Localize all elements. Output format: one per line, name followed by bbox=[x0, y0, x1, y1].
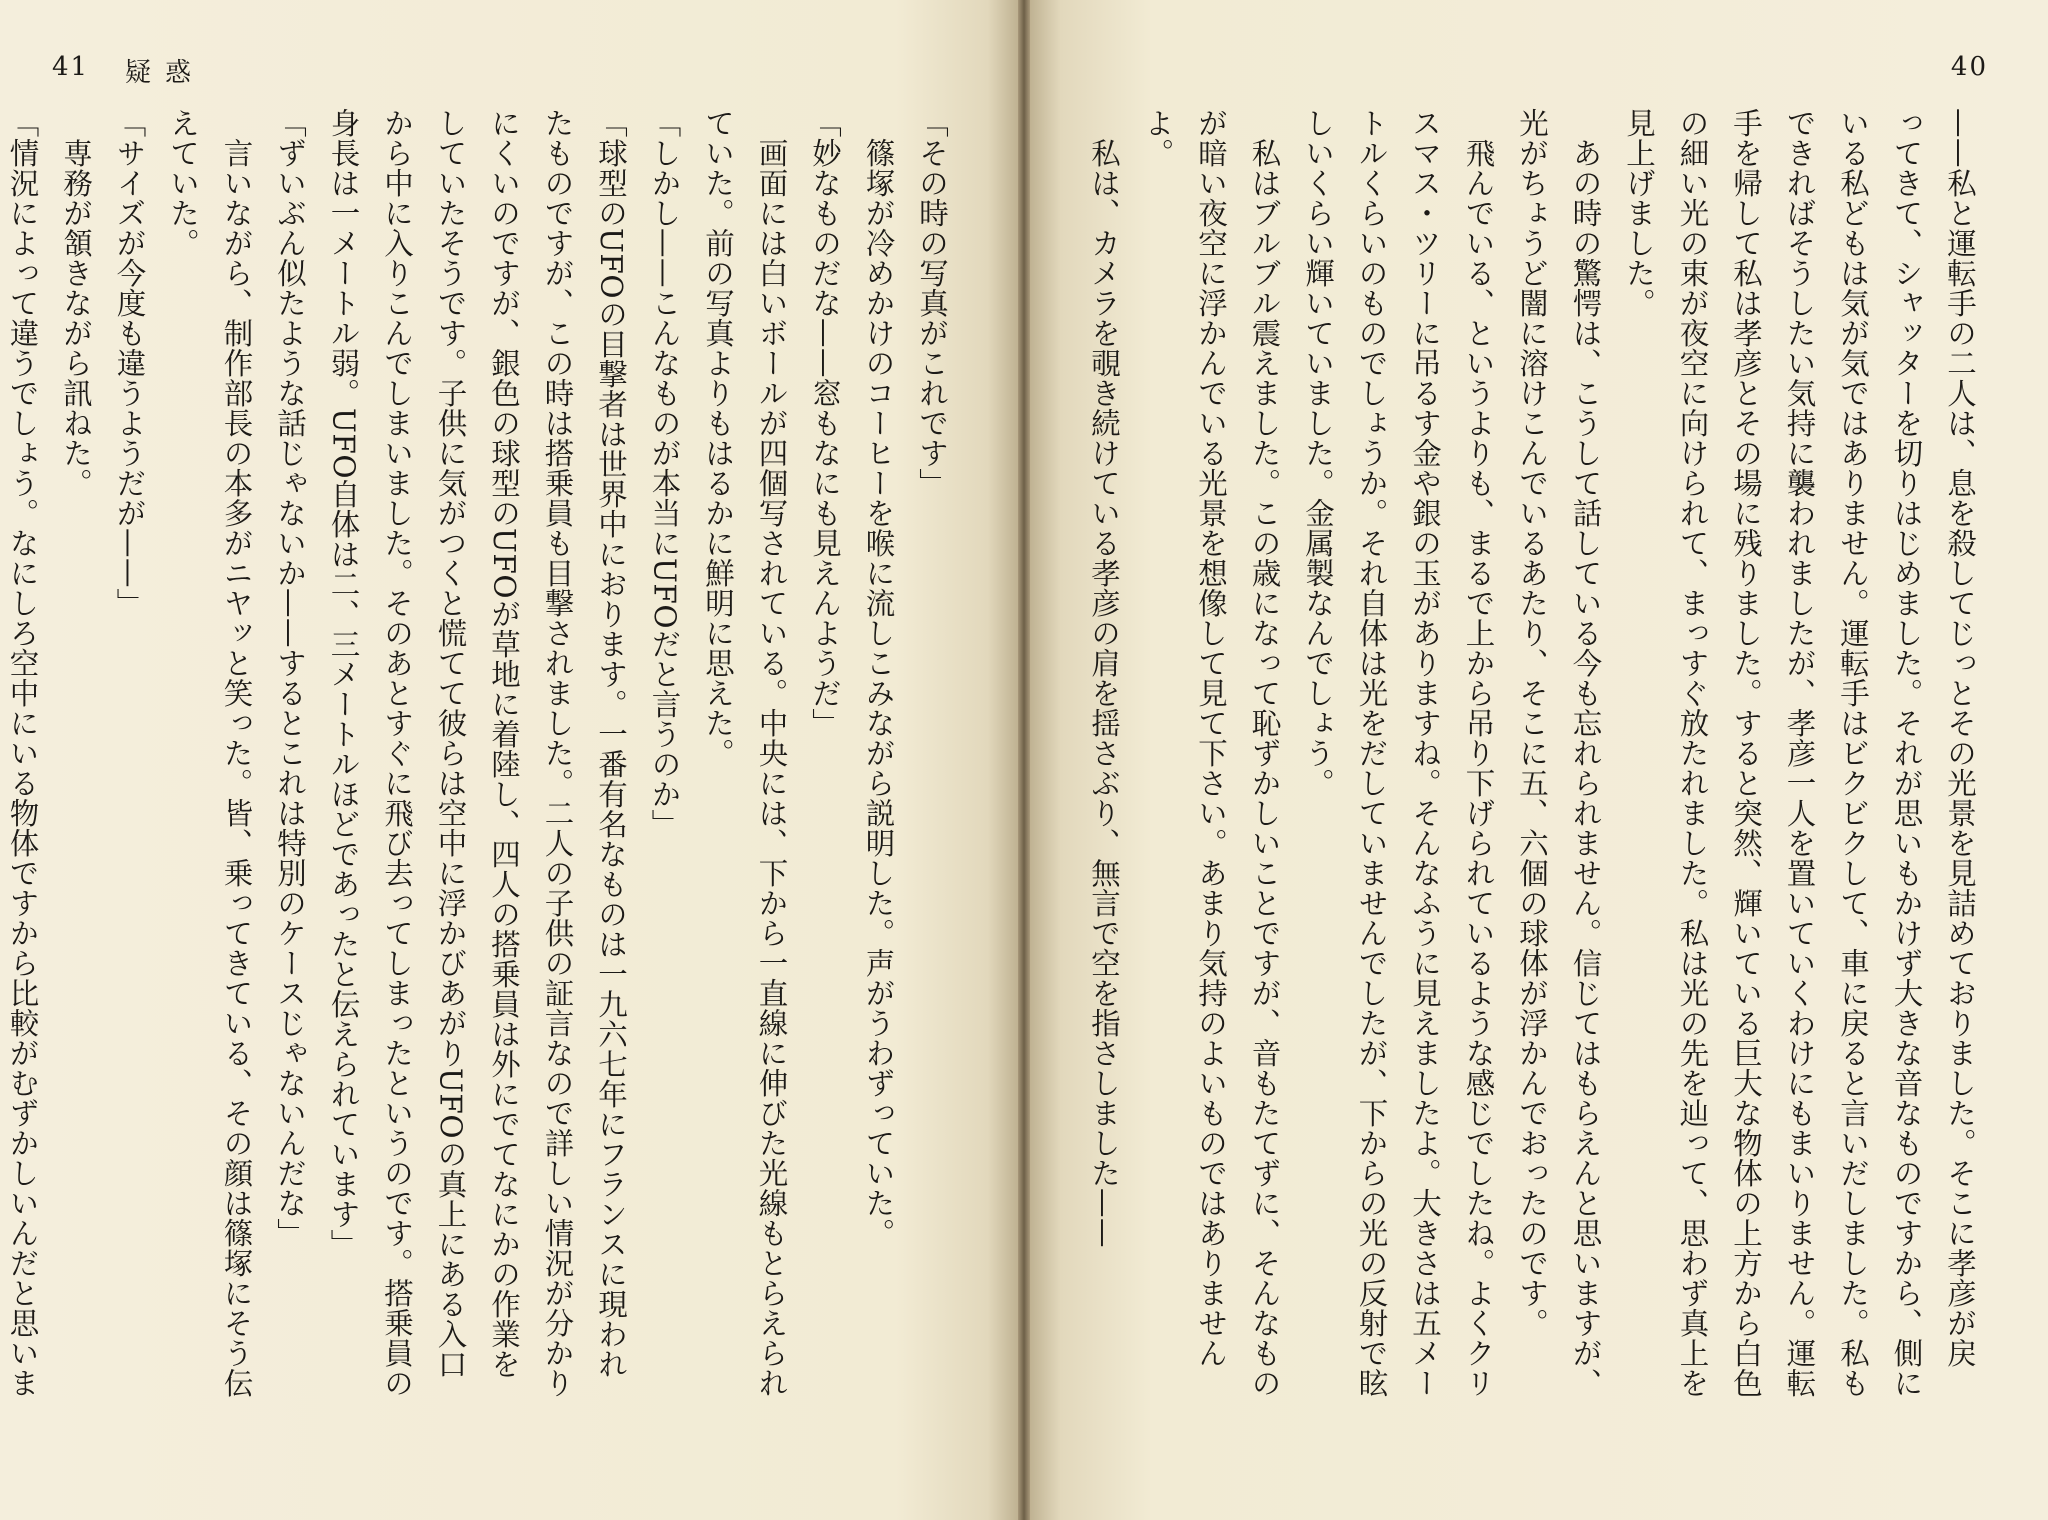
text-line: いる私どもは気が気ではありません。運転手はビクビクして、車に戻ると言いだしました。私も bbox=[1836, 108, 1870, 1398]
text-line: 「しかし——こんなものが本当にUFOだと言うのか」 bbox=[647, 108, 682, 840]
text-line: ってきて、シャッターを切りはじめました。それが思いもかけず大きな音なものですから、側に bbox=[1889, 108, 1924, 1398]
text-line: 専務が頷きながら訊ねた。 bbox=[59, 137, 93, 498]
text-line: できればそうしたい気持に襲われましたが、孝彦一人を置いていくわけにもまいりません。運転 bbox=[1782, 108, 1817, 1398]
text-line: 光がちょうど闇に溶けこんでいるあたり、そこに五、六個の球体が浮かんでおったのです。 bbox=[1515, 108, 1549, 1338]
text-line: していたそうです。子供に気がつくと慌てて彼らは空中に浮かびあがりUFOの真上にある入口 bbox=[433, 108, 468, 1380]
chapter-title: 疑惑 bbox=[125, 58, 206, 88]
text-line: 画面には白いボールが四個写されている。中央には、下から一直線に伸びた光線もとらえられ bbox=[754, 137, 789, 1398]
text-line: にくいのですが、銀色の球型のUFOが草地に着陸し、四人の搭乗員は外にでてなにかの作業を bbox=[487, 108, 521, 1380]
book-gutter bbox=[1018, 0, 1030, 1520]
text-line: 手を帰して私は孝彦とその場に残りました。すると突然、輝いている巨大な物体の上方から白色 bbox=[1729, 108, 1763, 1398]
page-number-right: 40 bbox=[1950, 52, 1988, 82]
text-line: 「サイズが今度も違うようだが——」 bbox=[112, 108, 147, 618]
text-line: 「情況によって違うでしょう。なにしろ空中にいる物体ですから比較がむずかしいんだと思いま bbox=[5, 108, 40, 1398]
right-page-body bbox=[1087, 108, 1986, 1488]
text-line: あの時の驚愕は、こうして話している今も忘れられません。信じてはもらえんと思いますが、 bbox=[1568, 137, 1603, 1398]
text-line: 身長は一メートル弱。UFO自体は二、三メートルほどであったと伝えられています」 bbox=[326, 108, 361, 1260]
page-number-left: 41 bbox=[52, 52, 90, 82]
text-line: トルくらいのものでしょうか。それ自体は光をだしていませんでしたが、下からの光の反射で眩 bbox=[1354, 108, 1389, 1398]
text-line: の細い光の束が夜空に向けられて、まっすぐ放たれました。私は光の先を辿って、思わず真上を bbox=[1675, 108, 1710, 1398]
text-line: 「ずいぶん似たような話じゃないか——するとこれは特別のケースじゃないんだな」 bbox=[273, 108, 307, 1248]
text-line: えていた。 bbox=[166, 108, 200, 258]
text-line: 「球型のUFOの目撃者は世界中におります。一番有名なものは一九六七年にフランスに現われ bbox=[594, 108, 628, 1380]
text-line: 「妙なものだな——窓もなにも見えんようだ」 bbox=[808, 108, 842, 738]
right-page bbox=[1030, 0, 2048, 1520]
text-line: 私は、カメラを覗き続けている孝彦の肩を揺さぶり、無言で空を指さしました—— bbox=[1087, 137, 1121, 1248]
text-line: しいくらい輝いていました。金属製なんでしょう。 bbox=[1301, 108, 1335, 798]
text-line: 飛んでいる、というよりも、まるで上から吊り下げられているような感じでしたね。よくクリ bbox=[1461, 137, 1496, 1398]
text-line: 篠塚が冷めかけのコーヒーを喉に流しこみながら説明した。声がうわずっていた。 bbox=[861, 137, 896, 1248]
text-line: スマス・ツリーに吊るす金や銀の玉がありますね。そんなふうに見えましたよ。大きさは五メー bbox=[1408, 108, 1442, 1398]
text-line: たものですが、この時は搭乗員も目撃されました。二人の子供の証言なので詳しい情況が分かり bbox=[540, 108, 575, 1398]
text-line: よ。 bbox=[1140, 108, 1175, 168]
text-line: 私はブルブル震えました。この歳になって恥ずかしいことですが、音もたてずに、そんなもの bbox=[1247, 137, 1282, 1398]
left-page bbox=[0, 0, 1018, 1520]
text-line: ていた。前の写真よりもはるかに鮮明に思えた。 bbox=[701, 108, 735, 768]
text-line: 言いながら、制作部長の本多がニヤッと笑った。皆、乗ってきている、その顔は篠塚にそう伝 bbox=[219, 137, 254, 1398]
text-line: 「その時の写真がこれです」 bbox=[915, 108, 949, 498]
text-line: が暗い夜空に浮かんでいる光景を想像して見て下さい。あまり気持のよいものではありません bbox=[1194, 108, 1228, 1368]
text-line: から中に入りこんでしまいました。そのあとすぐに飛び去ってしまったというのです。搭乗員の bbox=[380, 108, 414, 1398]
text-line: 見上げました。 bbox=[1622, 108, 1656, 318]
text-line: ——私と運転手の二人は、息を殺してじっとその光景を見詰めておりました。そこに孝彦が戻 bbox=[1943, 108, 1977, 1368]
left-page-body bbox=[5, 108, 958, 1488]
